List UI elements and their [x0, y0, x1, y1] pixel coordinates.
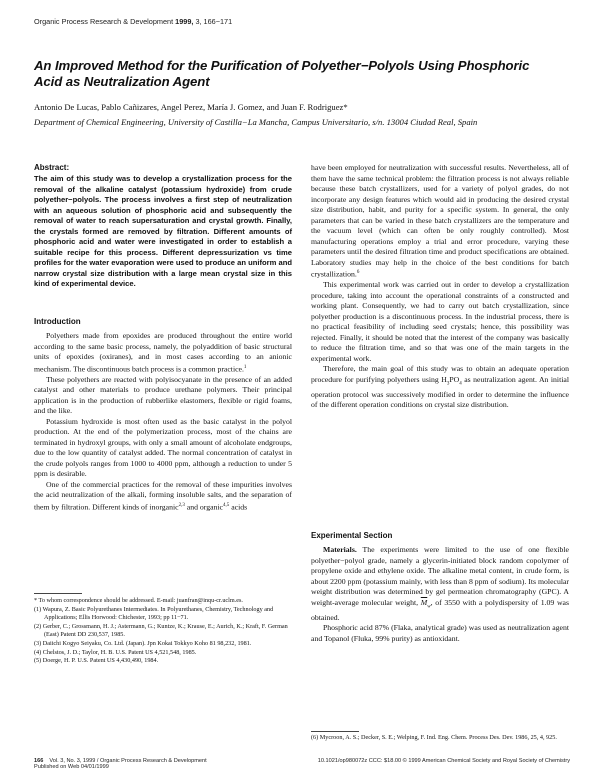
authors: Antonio De Lucas, Pablo Cañizares, Angel Perez, María J. Gomez, and Juan F. Rodriguez*: [34, 102, 348, 112]
footnote: (3) Daiichi Kogyo Seiyaku, Co. Ltd. (Japan). Jpn Kokai Tokkyo Koho 81 98,232, 1981.: [34, 639, 252, 647]
journal-volume-pages: 3, 166−171: [195, 17, 233, 26]
article-title: An Improved Method for the Purification of Polyether−Polyols Using Phosphoric Acid as Neutralization Agent: [34, 58, 530, 89]
footnote: * To whom correspondence should be addressed. E-mail: juanfran@inqu-cr.uclm.es.: [34, 597, 243, 604]
footnote: (5) Doerge, H. P. U.S. Patent US 4,430,490, 1984.: [34, 657, 159, 665]
footnote: (6) Mycroon, A. S.; Decker, S. E.; Welping, F. Ind. Eng. Chem. Process Des. Dev. 1986, 25, 4, 925.: [311, 734, 557, 741]
experimental-heading: Experimental Section: [311, 531, 393, 540]
footnote: (1) Wapura, Z. Basic Polyurethanes Intermediates. In Polyurethanes, Chemistry, Technology and Applications; Ellis Horwood: Chichester, 1993; pp 11−71.: [34, 605, 274, 622]
body-paragraph: Therefore, the main goal of this study was to obtain an adequate operation procedure for purifying polyethers using $H_3PO_4$ as neutralization agent. An initial operation protocol was successively modified in order to determine the influence of the different operation conditions on crystal size distribution.: [311, 364, 569, 410]
journal-year: 1999,: [175, 17, 194, 26]
footer-citation: Vol. 3, No. 3, 1999 / Organic Process Research & Development: [49, 758, 207, 764]
right-column-body: [311, 163, 569, 411]
experimental-paragraph: Materials. The experiments were limited to the use of one flexible polyether−polyol grade, namely a glycerin-initiated block random copolymer of propylene oxide and ethylene oxide. The alkaline metal content, in crude form, is about 2200 ppm (potassium mainly, with less than 8 ppm of sodium). Its molecular weight distribution was determined by gel permeation chromatography (GPC). A weight-average molecular weight, $\overline{M}_w$, of 3550 with a polydispersity of 1.09 was obtained.: [311, 545, 569, 622]
journal-header: [34, 17, 232, 26]
page-footer-left: [34, 758, 304, 770]
abstract-text: The aim of this study was to develop a crystallization process for the removal of the alkaline catalyst (potassium hydroxide) from crude polyether−polyols. The process involves a first step of neutralization with an aqueous solution of phosphoric acid and subsequently the removal of water to reach supersaturation and crystal growth. Finally, the crystals formed are removed by filtration. Different amounts of phosphoric acid and water were investigated in order to establish a suitable recipe for this process. Different depressurization vs time profiles for the water evaporation were used to produce an uniform and narrow crystal size distribution with a large mean crystal size in this kind of experimental device.: [34, 174, 292, 288]
intro-paragraph: Polyethers made from epoxides are produced throughout the entire world according to the same basic process, namely, the polyaddition of basic structural units of epoxides (oxiranes), and in most cases according to an anionic mechanism. The discontinuous batch process is a common practice.$^1$: [34, 331, 292, 374]
page-number: 166: [34, 758, 44, 764]
footnote: (4) Chelstos, J. D.; Taylor, H. B. U.S. Patent US 4,521,548, 1985.: [34, 648, 197, 656]
publication-date: Published on Web 04/01/1999: [34, 764, 109, 770]
introduction-body: [34, 331, 292, 513]
body-paragraph: This experimental work was carried out in order to develop a crystallization procedure, taking into account the operational constraints of a constructed and working plant. Consequently, we had to carry out batch crystallization, since polyether production is a discontinuous process. In the industrial process, there is no practical feasibility of including seed crystals; hence, this possibility was rejected. Finally, it should be noted that the interest of the company was basically to reduce the filtration time, and so that was one of the main targets in the experimental work.: [311, 280, 569, 363]
experimental-paragraph: Phosphoric acid 87% (Flaka, analytical grade) was used as neutralization agent and Topanol (Fluka, 99% purity) as antioxidant.: [311, 623, 569, 643]
experimental-body: [311, 545, 569, 644]
journal-name: Organic Process Research & Development: [34, 17, 174, 26]
abstract-heading: Abstract:: [34, 163, 70, 172]
materials-run-in: Materials.: [323, 545, 357, 554]
footnote-divider: [311, 731, 359, 732]
page-footer-right: 10.1021/op980072z CCC: $18.00 © 1999 American Chemical Society and Royal Society of Chemistry: [317, 758, 570, 764]
intro-paragraph: One of the commercial practices for the removal of these impurities involves the acid neutralization of the alkali, forming insoluble salts, and the separation of them by filtration. Different kinds of inorganic$^{2,3}$ and organic$^{4,5}$ acids: [34, 479, 292, 512]
affiliation: Department of Chemical Engineering, University of Castilla−La Mancha, Campus Universitario, s/n. 13004 Ciudad Real, Spain: [34, 117, 478, 127]
introduction-heading: Introduction: [34, 317, 81, 326]
intro-paragraph: Potassium hydroxide is most often used as the basic catalyst in the polyol production. At the end of the polymerization process, most of the chains are terminated in hydroxyl groups, with only a small amount of alcoholate endgroups, due to the low quantity of catalyst added. The normal concentration of catalyst in the crude polyols ranges from 1000 to 4000 ppm, although a reduction to under 5 ppm is desirable.: [34, 416, 292, 479]
footnote: (2) Gerber, C.; Grossmann, H. J.; Astermann, G.; Kuntze, K.; Krause, E.; Aurich, K.; Kraft, F. German (East) Patent DD 230,537, 1985.: [34, 622, 288, 639]
footnotes-left: [34, 597, 292, 666]
body-paragraph: have been employed for neutralization with successful results. Nevertheless, all of them have the same technical problem: the filtration process is not always reliable because these batch crystallizers, used for a variety of polyol grades, do not incorporate any design features which would aid in producing the desired crystal size distribution, habit, and purity for a specific system. In general, the only parameters that can be varied in these batch crystallizers are the temperature and the vacuum level (which can often be only roughly controlled). Most manufacturing operations employ a trial and error procedure, varying these parameters until the desired filtration time and product specifications are obtained. Laboratory studies may help in the choice of the best conditions for batch crystallization.$^6$: [311, 163, 569, 279]
intro-paragraph: These polyethers are reacted with polyisocyanate in the presence of an added catalyst and other materials to produce urethane polymers. Their principal application is in the production of rubberlike elastomers, flexible or rigid foams, and the like.: [34, 374, 292, 416]
footnote-divider: [34, 593, 82, 594]
